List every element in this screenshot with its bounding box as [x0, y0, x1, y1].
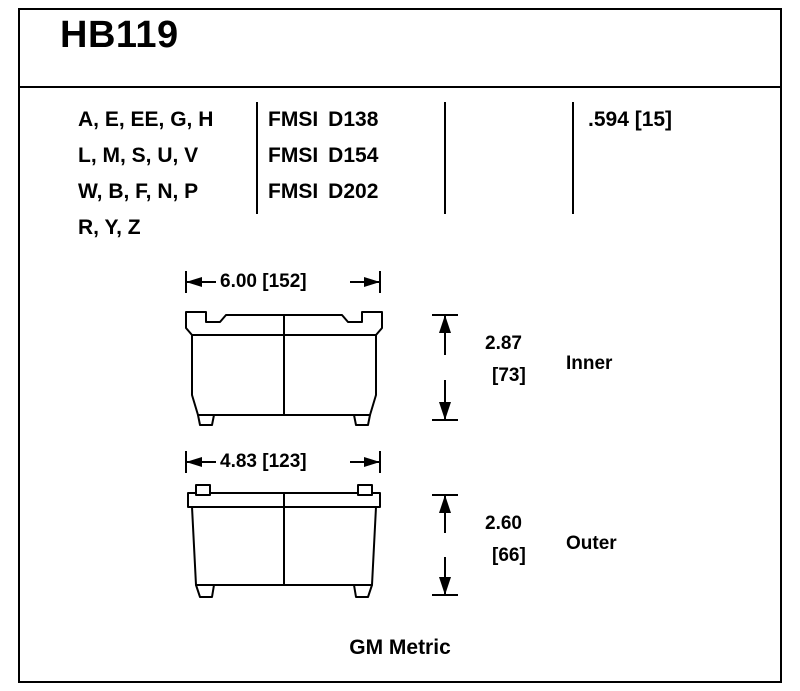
outer-height-dimension-inches: 2.60 — [485, 513, 522, 534]
table-divider-1 — [256, 102, 258, 214]
table-divider-3 — [572, 102, 574, 214]
inner-width-dimension: 6.00 [152] — [220, 271, 307, 292]
inner-height-dimension-line — [432, 315, 458, 420]
thickness-value: .594 [15] — [588, 108, 673, 131]
compound-row: R, Y, Z — [78, 216, 141, 239]
outer-height-dimension-mm: [66] — [492, 545, 526, 566]
pad-geometry-svg — [20, 255, 780, 675]
part-number: HB119 — [60, 14, 179, 56]
fmsi-label: FMSI — [268, 180, 319, 203]
compound-row: W, B, F, N, P — [78, 180, 199, 203]
compound-row: A, E, EE, G, H — [78, 108, 214, 131]
inner-pad-label: Inner — [566, 353, 613, 374]
fmsi-value: D202 — [328, 180, 379, 203]
inner-height-dimension-inches: 2.87 — [485, 333, 522, 354]
fmsi-row — [268, 102, 440, 138]
fmsi-label: FMSI — [268, 144, 319, 167]
outer-pad-label: Outer — [566, 533, 617, 554]
fmsi-column — [268, 102, 440, 210]
compound-codes-column — [78, 102, 248, 246]
fmsi-value: D154 — [328, 144, 379, 167]
outer-height-dimension-line — [432, 495, 458, 595]
fmsi-value: D138 — [328, 108, 379, 131]
table-divider-2 — [444, 102, 446, 214]
fmsi-label: FMSI — [268, 108, 319, 131]
pad-drawings — [20, 255, 780, 675]
compound-row: L, M, S, U, V — [78, 144, 199, 167]
inner-pad-shape — [186, 312, 382, 425]
outer-width-dimension: 4.83 [123] — [220, 451, 307, 472]
fmsi-row — [268, 138, 440, 174]
spec-table — [60, 102, 720, 252]
header-divider — [20, 86, 780, 88]
outer-pad-shape — [188, 485, 380, 597]
inner-height-dimension-mm: [73] — [492, 365, 526, 386]
application-label: GM Metric — [349, 636, 451, 659]
fmsi-row — [268, 174, 440, 210]
